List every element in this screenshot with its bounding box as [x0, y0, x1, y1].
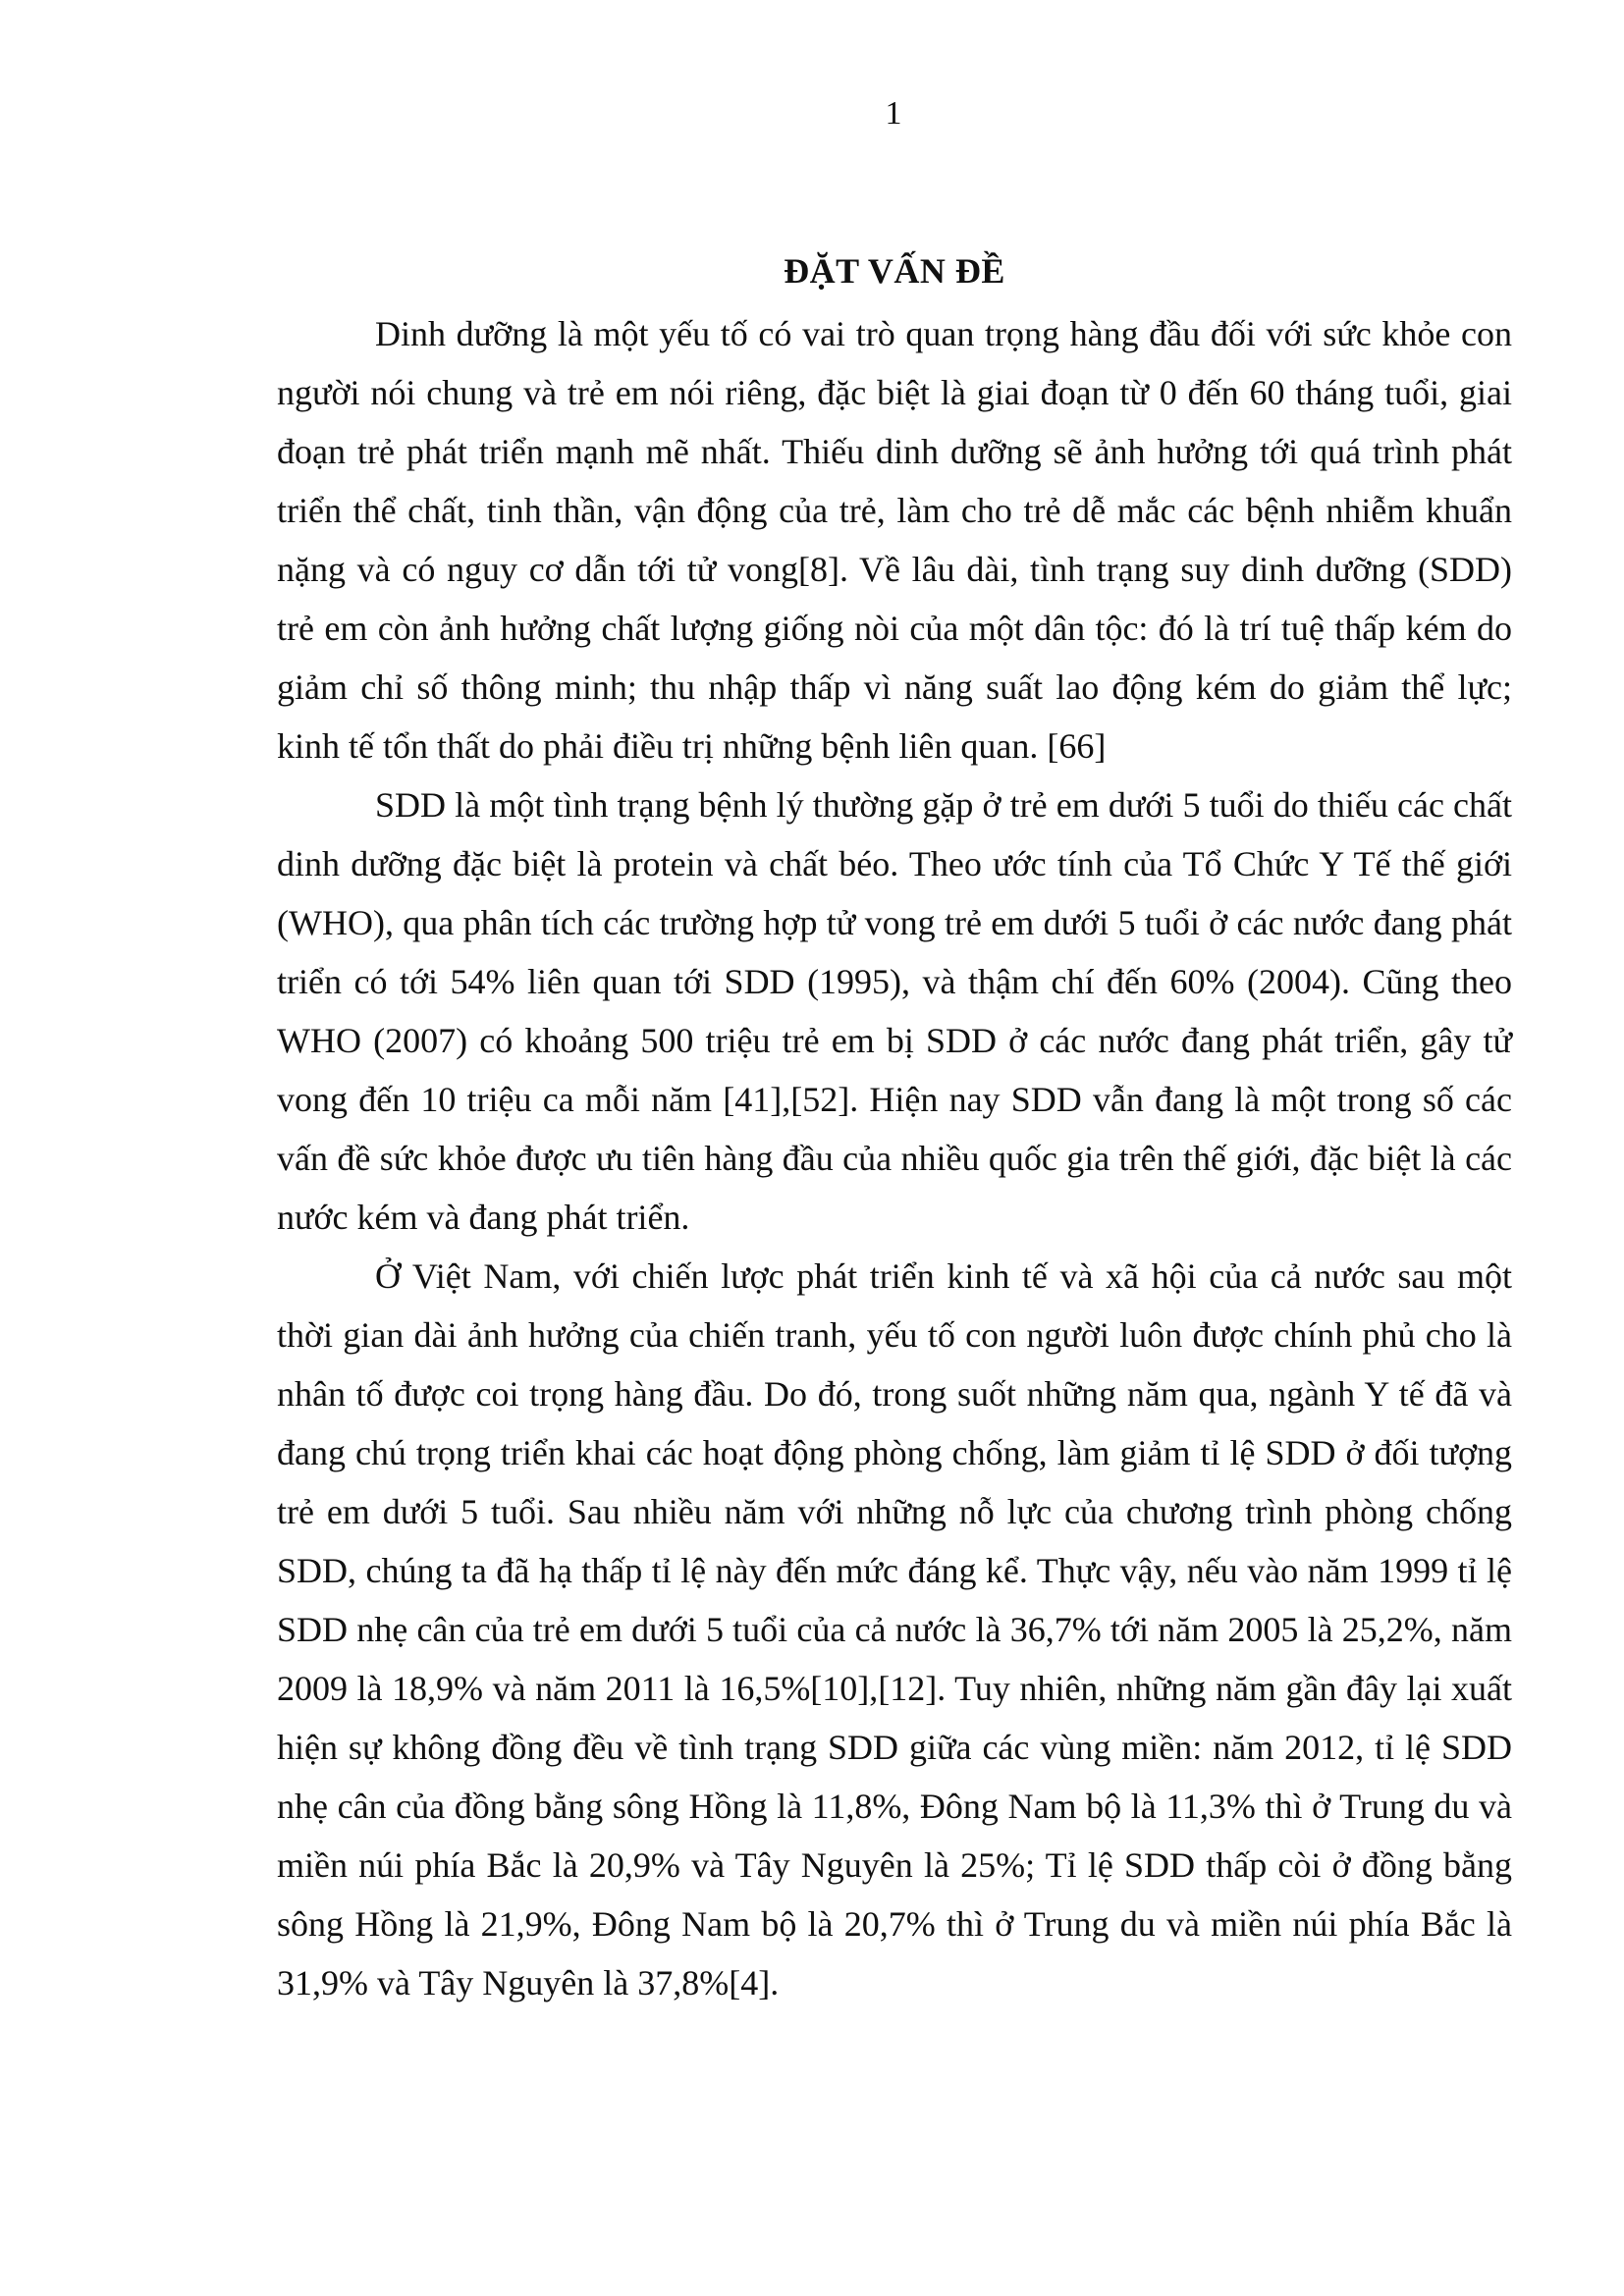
document-body — [277, 243, 1512, 2012]
section-title: ĐẶT VẤN ĐỀ — [784, 251, 1005, 291]
paragraph-1: Dinh dưỡng là một yếu tố có vai trò quan trọng hàng đầu đối với sức khỏe con người nói chung và trẻ em nói riêng, đặc biệt là giai đoạn từ 0 đến 60 tháng tuổi, giai đoạn trẻ phát triển mạnh mẽ nhất. Thiếu dinh dưỡng sẽ ảnh hưởng tới quá trình phát triển thể chất, tinh thần, vận động của trẻ, làm cho trẻ dễ mắc các bệnh nhiễm khuẩn nặng và có nguy cơ dẫn tới tử vong[8]. Về lâu dài, tình trạng suy dinh dưỡng (SDD) trẻ em còn ảnh hưởng chất lượng giống nòi của một dân tộc: đó là trí tuệ thấp kém do giảm chỉ số thông minh; thu nhập thấp vì năng suất lao động kém do giảm thể lực; kinh tế tổn thất do phải điều trị những bệnh liên quan. [66] — [277, 314, 1512, 766]
paragraph-2: SDD là một tình trạng bệnh lý thường gặp ở trẻ em dưới 5 tuổi do thiếu các chất dinh dưỡng đặc biệt là protein và chất béo. Theo ước tính của Tổ Chức Y Tế thế giới (WHO), qua phân tích các trường hợp tử vong trẻ em dưới 5 tuổi ở các nước đang phát triển có tới 54% liên quan tới SDD (1995), và thậm chí đến 60% (2004). Cũng theo WHO (2007) có khoảng 500 triệu trẻ em bị SDD ở các nước đang phát triển, gây tử vong đến 10 triệu ca mỗi năm [41],[52]. Hiện nay SDD vẫn đang là một trong số các vấn đề sức khỏe được ưu tiên hàng đầu của nhiều quốc gia trên thế giới, đặc biệt là các nước kém và đang phát triển. — [277, 785, 1512, 1237]
page-number: 1 — [885, 95, 902, 132]
paragraph-3: Ở Việt Nam, với chiến lược phát triển kinh tế và xã hội của cả nước sau một thời gian dài ảnh hưởng của chiến tranh, yếu tố con người luôn được chính phủ cho là nhân tố được coi trọng hàng đầu. Do đó, trong suốt những năm qua, ngành Y tế đã và đang chú trọng triển khai các hoạt động phòng chống, làm giảm tỉ lệ SDD ở đối tượng trẻ em dưới 5 tuổi. Sau nhiều năm với những nỗ lực của chương trình phòng chống SDD, chúng ta đã hạ thấp tỉ lệ này đến mức đáng kể. Thực vậy, nếu vào năm 1999 tỉ lệ SDD nhẹ cân của trẻ em dưới 5 tuổi của cả nước là 36,7% tới năm 2005 là 25,2%, năm 2009 là 18,9% và năm 2011 là 16,5%[10],[12]. Tuy nhiên, những năm gần đây lại xuất hiện sự không đồng đều về tình trạng SDD giữa các vùng miền: năm 2012, tỉ lệ SDD nhẹ cân của đồng bằng sông Hồng là 11,8%, Đông Nam bộ là 11,3% thì ở Trung du và miền núi phía Bắc là 20,9% và Tây Nguyên là 25%; Tỉ lệ SDD thấp còi ở đồng bằng sông Hồng là 21,9%, Đông Nam bộ là 20,7% thì ở Trung du và miền núi phía Bắc là 31,9% và Tây Nguyên là 37,8%[4]. — [277, 1256, 1512, 2002]
